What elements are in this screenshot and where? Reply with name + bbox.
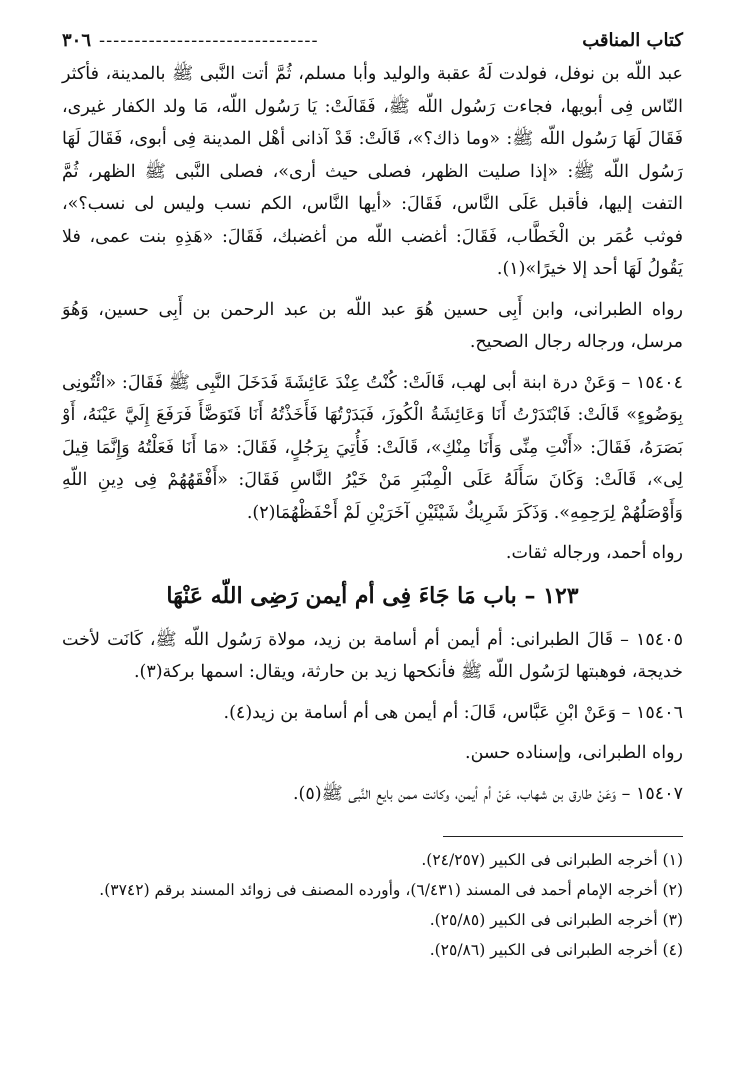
- footnote-4: (٤) أخرجه الطبرانى فى الكبير (٢٥/٨٦).: [429, 941, 683, 959]
- footnote-2: (٢) أخرجه الإمام أحمد فى المسند (٦/٤٣١)، وأورده المصنف فى زوائد المسند برقم (٣٧٤٢).: [99, 881, 683, 899]
- page-number: ٣٠٦: [62, 29, 92, 51]
- paragraph-narration-source: رواه الطبرانى، وابن أَبِى حسين هُوَ عبد اللّه بن عبد الرحمن بن أَبِى حسين، وَهُوَ مرسل، ورجاله رجال الصحيح.: [62, 299, 683, 352]
- paragraph-narration-ahmad: رواه أحمد، ورجاله ثقات.: [505, 543, 683, 563]
- footnotes: [62, 845, 683, 965]
- paragraph-narration-tabarani: رواه الطبرانى، وإسناده حسن.: [465, 743, 683, 763]
- footnote-divider: [443, 836, 683, 837]
- book-title: كتاب المناقب: [582, 29, 683, 51]
- chapter-title: ١٢٣ – باب مَا جَاءَ فِى أم أيمن رَضِى اللّه عَنْهَا: [166, 582, 579, 609]
- running-head: [62, 22, 683, 58]
- running-head-left: [62, 30, 319, 51]
- footnote-3: (٣) أخرجه الطبرانى فى الكبير (٢٥/٨٥).: [429, 911, 683, 929]
- footnote-1: (١) أخرجه الطبرانى فى الكبير (٢٤/٢٥٧).: [421, 851, 683, 869]
- paragraph-hadith-15406: ١٥٤٠٦ – وَعَنْ ابْنِ عَبَّاس، قَالَ: أم أيمن هى أم أسامة بن زيد(٤).: [223, 702, 683, 723]
- paragraph-hadith-15407: ١٥٤٠٧ – وَعَنْ طارق بن شهاب، عَنْ أم أيمن، وكانت ممن بايع النَّبى ﷺ(٥).: [292, 783, 683, 804]
- header-dashes: -------------------------------: [99, 29, 319, 51]
- paragraph-narrative: عبد اللّه بن نوفل، فولدت لَهُ عقبة والوليد وأبا مسلم، ثُمَّ أتت النَّبى ﷺ بالمدينة، فأكثر النّاس فِى أبويها، فجاءت رَسُول اللّه ﷺ، فَقَالَتْ: يَا رَسُول اللّه، مَا ولد الكفار غيرى، فَقَالَ لَهَا رَسُول اللّه ﷺ: «وما ذاك؟»، قَالَتْ: قَدْ آذانى أهْل المدينة فِى أبوى، فَقَالَ لَهَا رَسُول اللّه ﷺ: «إذا صليت الظهر، فصلى حيث أرى»، فصلى النَّبى ﷺ الظهر، ثُمَّ التفت إليها، فأقبل عَلَى النَّاس، فَقَالَ: «أيها النَّاس، الكم نسب وليس لى نسب؟»، فوثب عُمَر بن الْخَطَّاب، فَقَالَ: أغضب اللّه من أغضبك، فَقَالَ: «هَذِهِ بنت عمى، فلا يَقُولُ لَهَا أحد إلا خيرًا»(١).: [62, 64, 683, 279]
- paragraph-hadith-15405: ١٥٤٠٥ – قَالَ الطبرانى: أم أيمن أم أسامة بن زيد، مولاة رَسُول اللّه ﷺ، كَانَت لأخت خديجة، فوهبتها لرَسُول اللّه ﷺ فأنكحها زيد بن حارثة، ويقال: اسمها بركة(٣).: [62, 629, 683, 682]
- paragraph-hadith-15404: ١٥٤٠٤ – وَعَنْ درة ابنة أبى لهب، قَالَتْ: كُنْتُ عِنْدَ عَائِشَةَ فَدَخَلَ النَّبِى ﷺ فَقَالَ: «ائْتُونِى بِوَضُوءٍ» قَالَتْ: فَابْتَدَرْتُ أَنَا وَعَائِشَةُ الْكُوزَ، فَبَدَرْتُهَا فَأَخَذْتُهُ أَنَا فَتَوَضَّأَ فَرَفَعَ إِلَيَّ عَيْنَهُ، أَوْ بَصَرَهُ، فَقَالَ: «أَنْتِ مِنِّى وَأَنَا مِنْكِ»، قَالَتْ: فَأُتِيَ بِرَجُلٍ، فَقَالَ: «مَا أَنَا فَعَلْتُهُ وَإِنَّمَا قِيلَ لِى»، قَالَتْ: وَكَانَ سَأَلَهُ عَلَى الْمِنْبَرِ مَنْ خَيْرُ النَّاسِ فَقَالَ: «أَفْقَهُهُمْ فِى دِينِ اللّهِ وَأَوْصَلُهُمْ لِرَحِمِهِ». وَذَكَرَ شَرِيكٌ شَيْئَيْنِ آخَرَيْنِ لَمْ أَحْفَظْهُمَا(٢).: [62, 372, 683, 523]
